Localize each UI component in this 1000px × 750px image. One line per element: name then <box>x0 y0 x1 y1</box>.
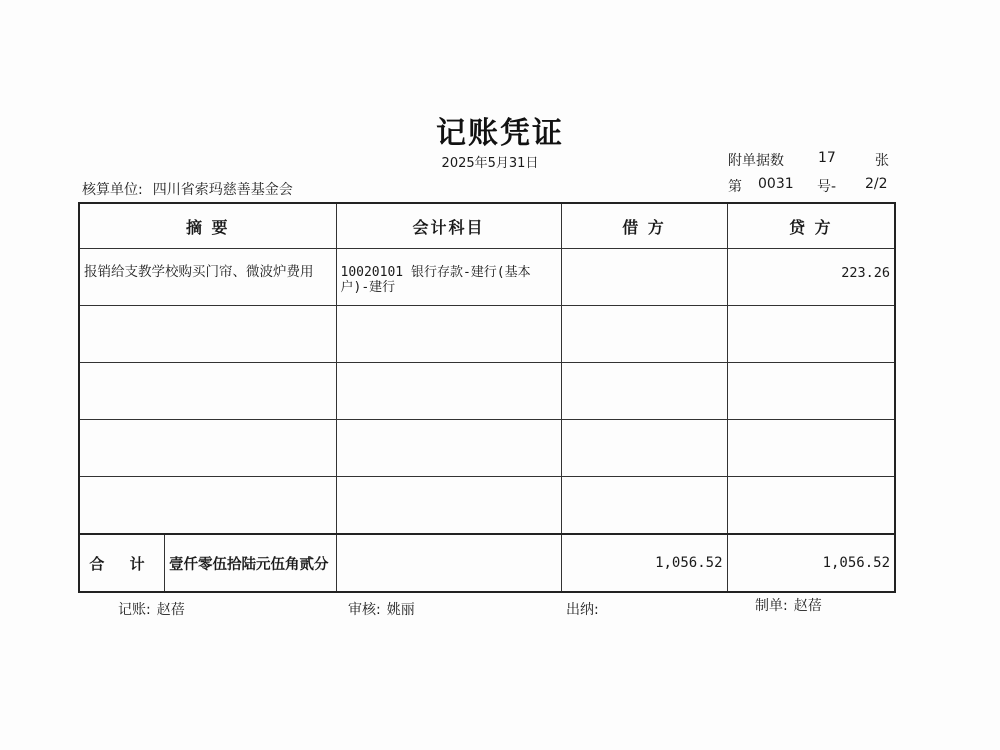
credit-amount <box>728 306 895 322</box>
debit-cell <box>561 363 727 420</box>
debit-cell <box>561 420 727 477</box>
voucher-number-suffix: 号- <box>817 179 837 195</box>
debit-amount <box>562 363 727 379</box>
total-credit-amount: 1,056.52 <box>822 555 890 571</box>
table-row <box>79 420 895 477</box>
voucher-page-number: 2/2 <box>865 176 888 192</box>
debit-amount <box>562 477 727 493</box>
total-subject-cell <box>336 534 561 592</box>
subject-cell <box>336 249 561 306</box>
total-debit-amount: 1,056.52 <box>655 555 723 571</box>
summary-cell <box>79 249 336 306</box>
accounting-unit-value: 四川省索玛慈善基金会 <box>152 182 293 198</box>
subject-text <box>337 306 561 322</box>
summary-text: 报销给支教学校购买门帘、微波炉费用 <box>84 264 314 280</box>
total-row <box>79 534 895 592</box>
subject-cell <box>336 306 561 363</box>
summary-cell <box>79 306 336 363</box>
preparer-signoff <box>755 595 822 615</box>
summary-text <box>80 306 336 322</box>
total-credit-cell <box>727 534 895 592</box>
debit-cell <box>561 249 727 306</box>
summary-text <box>80 420 336 436</box>
subject-cell <box>336 363 561 420</box>
attachment-unit: 张 <box>875 153 889 169</box>
voucher-title: 记账凭证 <box>436 116 564 151</box>
table-row <box>79 306 895 363</box>
accounting-unit <box>82 179 293 199</box>
debit-cell <box>561 306 727 363</box>
credit-cell <box>727 306 895 363</box>
voucher-date: 2025年5月31日 <box>441 156 539 171</box>
voucher-table <box>78 202 896 593</box>
table-row <box>79 363 895 420</box>
bookkeeper-label: 记账: <box>118 602 151 618</box>
summary-text <box>80 477 336 493</box>
reviewer-name: 姚丽 <box>386 602 415 618</box>
subject-text: 10020101 银行存款-建行(基本户)-建行 <box>340 265 531 295</box>
total-cell <box>79 534 336 592</box>
credit-amount: 223.26 <box>841 265 890 281</box>
table-row <box>79 477 895 535</box>
header-summary: 摘 要 <box>79 203 336 249</box>
subject-text <box>337 477 561 493</box>
summary-text <box>80 363 336 379</box>
preparer-name: 赵蓓 <box>793 598 822 614</box>
header-debit: 借 方 <box>561 203 727 249</box>
credit-cell <box>727 363 895 420</box>
debit-amount <box>562 306 727 322</box>
bookkeeper-signoff <box>118 599 185 619</box>
debit-amount <box>562 420 727 436</box>
subject-cell <box>336 477 561 535</box>
header-account-subject: 会计科目 <box>336 203 561 249</box>
table-row <box>79 249 895 306</box>
summary-cell <box>79 477 336 535</box>
debit-cell <box>561 477 727 535</box>
credit-cell <box>727 420 895 477</box>
summary-cell <box>79 363 336 420</box>
attachment-number: 17 <box>818 150 836 166</box>
cashier-label: 出纳: <box>566 602 599 618</box>
cashier-signoff <box>566 599 605 619</box>
credit-amount <box>728 420 895 436</box>
subject-text <box>337 420 561 436</box>
total-debit-cell <box>561 534 727 592</box>
credit-cell <box>727 477 895 535</box>
summary-cell <box>79 420 336 477</box>
accounting-unit-label: 核算单位: <box>82 182 143 198</box>
bookkeeper-name: 赵蓓 <box>156 602 185 618</box>
credit-amount <box>728 477 895 493</box>
attachment-label: 附单据数 <box>728 153 784 169</box>
debit-amount <box>562 249 727 265</box>
credit-amount <box>728 363 895 379</box>
voucher-number-prefix: 第 <box>728 179 742 195</box>
total-amount-in-words: 壹仟零伍拾陆元伍角贰分 <box>169 556 329 573</box>
total-label: 合 计 <box>80 535 165 591</box>
subject-cell <box>336 420 561 477</box>
reviewer-signoff <box>348 599 415 619</box>
credit-cell <box>727 249 895 306</box>
header-credit: 贷 方 <box>727 203 895 249</box>
table-header-row <box>79 203 895 249</box>
subject-text <box>337 363 561 379</box>
reviewer-label: 审核: <box>348 602 381 618</box>
voucher-number-value: 0031 <box>758 176 794 192</box>
preparer-label: 制单: <box>755 598 788 614</box>
